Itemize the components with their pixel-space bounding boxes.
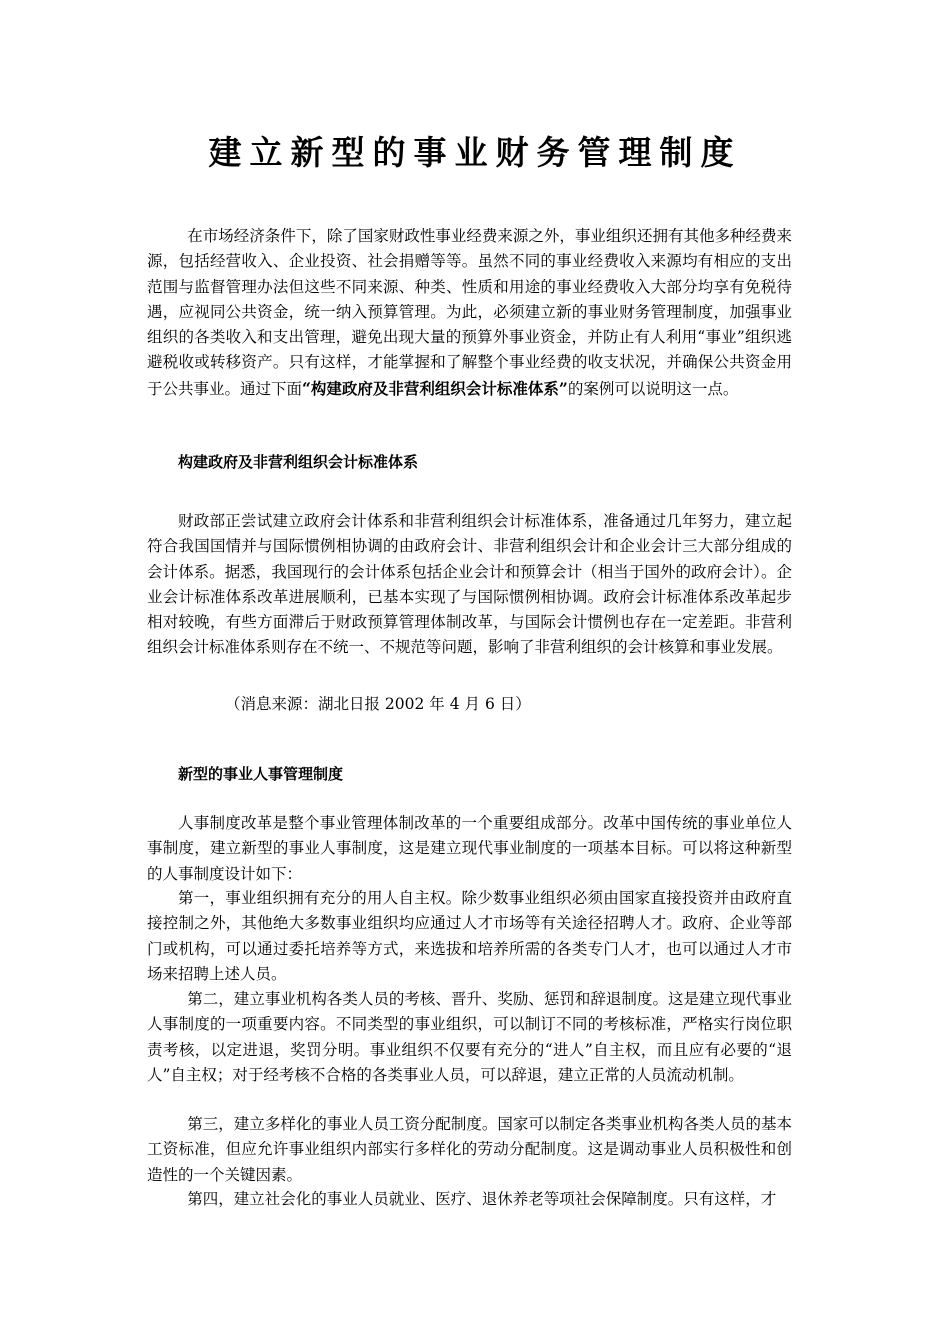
section2-point-1: 第一，事业组织拥有充分的用人自主权。除少数事业组织必须由国家直接投资并由政府直接控制之外，其他绝大多数事业组织均应通过人才市场等有关途径招聘人才。政府、企业等部门或机构，可以通过委托培养等方式，来选拔和培养所需的各类专门人才，也可以通过人才市场来招聘上述人员。 — [147, 889, 792, 983]
section1-body: 财政部正尝试建立政府会计体系和非营利组织会计标准体系，准备通过几年努力，建立起符合我国国情并与国际惯例相协调的由政府会计、非营利组织会计和企业会计三大部分组成的会计体系。据悉，我国现行的会计体系包括企业会计和预算会计（相当于国外的政府会计）。企业会计标准体系改革进展顺利，已基本实现了与国际惯例相协调。政府会计标准体系改革起步相对较晚，有些方面滞后于财政预算管理体制改革，与国际会计惯例也存在一定差距。非营利组织会计标准体系则存在不统一、不规范等问题，影响了非营利组织的会计核算和事业发展。 — [147, 512, 792, 657]
intro-text: 在市场经济条件下，除了国家财政性事业经费来源之外，事业组织还拥有其他多种经费来源，包括经营收入、企业投资、社会捐赠等等。虽然不同的事业经费收入来源均有相应的支出范围与监督管理办法但这些不同来源、种类、性质和用途的事业经费收入大部分均享有免税待遇，应视同公共资金，统一纳入预算管理。为此，必须建立新的事业财务管理制度，加强事业组织的各类收入和支出管理，避免出现大量的预算外事业资金，并防止有人利用“事业”组织逃避税收或转移资产。只有这样，才能掌握和了解整个事业经费的收支状况，并确保公共资金用于公共事业。通过下面 — [147, 227, 792, 398]
section2-intro: 人事制度改革是整个事业管理体制改革的一个重要组成部分。改革中国传统的事业单位人事制度，建立新型的事业人事制度，这是建立现代事业制度的一项基本目标。可以将这种新型的人事制度设计如下： — [147, 814, 792, 883]
section2-heading: 新型的事业人事管理制度 — [178, 765, 344, 783]
section2-point-2: 第二，建立事业机构各类人员的考核、晋升、奖励、惩罚和辞退制度。这是建立现代事业人事制度的一项重要内容。不同类型的事业组织，可以制订不同的考核标准，严格实行岗位职责考核，以定进退，奖罚分明。事业组织不仅要有充分的“进人”自主权，而且应有必要的“退人”自主权；对于经考核不合格的各类事业人员，可以辞退，建立正常的人员流动机制。 — [147, 990, 792, 1084]
document-title: 建立新型的事业财务管理制度 — [208, 133, 742, 172]
intro-paragraph — [147, 224, 792, 402]
section1-heading: 构建政府及非营利组织会计标准体系 — [178, 453, 419, 471]
intro-bold-reference: “构建政府及非营利组织会计标准体系” — [302, 378, 568, 398]
news-source: （消息来源：湖北日报 2002 年 4 月 6 日） — [225, 695, 531, 713]
section2-point-3: 第三，建立多样化的事业人员工资分配制度。国家可以制定各类事业机构各类人员的基本工资标准，但应允许事业组织内部实行多样化的劳动分配制度。这是调动事业人员积极性和创造性的一个关键因素。 — [147, 1115, 792, 1184]
intro-text-end: 的案例可以说明这一点。 — [567, 379, 739, 398]
section2-point-4: 第四，建立社会化的事业人员就业、医疗、退休养老等项社会保障制度。只有这样，才 — [187, 1190, 777, 1208]
